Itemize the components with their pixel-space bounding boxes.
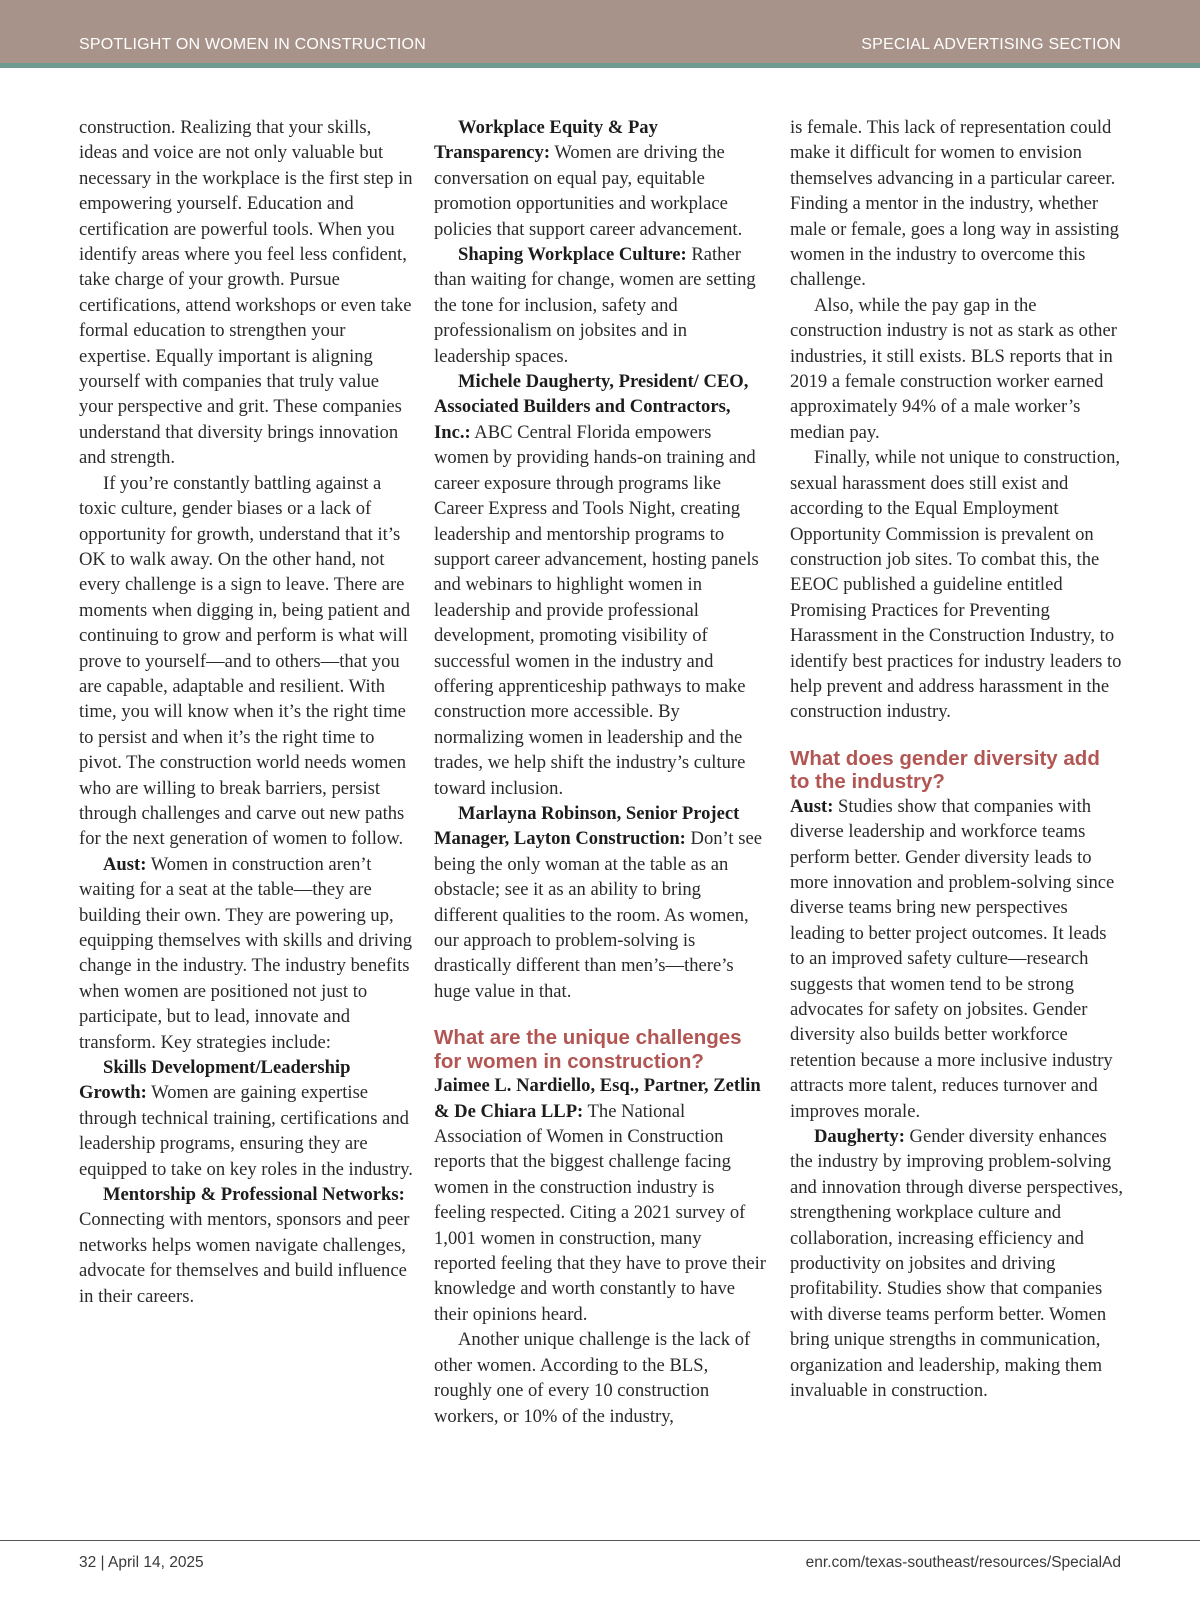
paragraph-text: The National Association of Women in Construction reports that the biggest challenge facing women in the construction industry is feeling respected. Citing a 2021 survey of 1,001 women in construction, many reported feeling that they have to prove their knowledge and worth constantly to have their opinions heard. (434, 1100, 766, 1325)
speaker-label: Michele Daugherty, President/ CEO, Associated Builders and Contractors, Inc.: (434, 371, 749, 443)
paragraph-text: Rather than waiting for change, women are setting the tone for inclusion, safety and professionalism on jobsites and in leadership spaces. (434, 244, 756, 367)
paragraph: Also, while the pay gap in the construction industry is not as stark as other industries, it still exists. BLS reports that in 2019 a female construction worker earned approximately 94% of a male worker’s median pay. (790, 294, 1117, 443)
section-title: SPOTLIGHT ON WOMEN IN CONSTRUCTION (79, 36, 426, 53)
paragraph: If you’re constantly battling against a toxic culture, gender biases or a lack of opportunity for growth, understand that it’s OK to walk away. On the other hand, not every challenge is a sign to leave. There are moments when digging in, being patient and continuing to grow and perform is what will prove to yourself—and to others—that you are capable, adaptable and resilient. With time, you will know when it’s the right time to persist and when it’s the right time to pivot. The construction world needs women who are willing to break barriers, persist through challenges and carve out new paths for the next generation of women to follow. (79, 472, 411, 850)
paragraph (434, 115, 768, 242)
paragraph (434, 801, 768, 1004)
section-heading: What are the unique challenges for women in construction? (434, 1026, 742, 1073)
paragraph-text: Women are driving the conversation on equal pay, equitable promotion opportunities and workplace policies that support career advancement. (434, 142, 743, 240)
paragraph (790, 794, 1124, 1124)
paragraph: Another unique challenge is the lack of other women. According to the BLS, roughly one of every 10 construction workers, or 10% of the industry, (434, 1329, 751, 1427)
paragraph-text: Gender diversity enhances the industry by improving problem-solving and innovation through diverse perspectives, strengthening workplace culture and collaboration, increasing efficiency and productivity on jobsites and driving profitability. Studies show that companies with diverse teams perform better. Women bring unique strengths in communication, organization and leadership, making them invaluable in construction. (790, 1126, 1124, 1402)
column-2 (434, 115, 768, 1429)
paragraph: construction. Realizing that your skills, ideas and voice are not only valuable but necessary in the workplace is the first step in empowering yourself. Education and certification are powerful tools. When you identify areas where you feel less confident, take charge of your growth. Pursue certifications, attend workshops or even take formal education to strengthen your expertise. Equally important is aligning yourself with companies that truly value your perspective and grit. These companies understand that diversity brings innovation and strength. (79, 117, 413, 469)
strategy-label: Mentorship & Professional Networks: (103, 1184, 405, 1206)
section-header-bar (0, 0, 1200, 68)
strategy-label: Workplace Equity & Pay Transparency: (434, 117, 658, 164)
paragraph-text: Studies show that companies with diverse leadership and workforce teams perform better. Gender diversity leads to more innovation and problem-solving since diverse teams bring new perspectives leading to better project outcomes. It leads to an improved safety culture—research suggests that women tend to be strong advocates for safety on jobsites. Gender diversity also builds better workforce retention because a more inclusive industry attracts more talent, reduces turnover and improves morale. (790, 795, 1115, 1122)
speaker-label: Marlayna Robinson, Senior Project Manager, Layton Construction: (434, 802, 740, 850)
page-number-date: 32 | April 14, 2025 (79, 1554, 204, 1571)
paragraph (79, 1182, 413, 1309)
speaker-label: Aust: (103, 853, 147, 875)
paragraph: is female. This lack of representation could make it difficult for women to envision themselves advancing in a particular career. Finding a mentor in the industry, whether male or female, goes a long way in assisting women in the industry to overcome this challenge. (790, 117, 1119, 291)
strategy-label: Shaping Workplace Culture: (458, 244, 687, 266)
paragraph-text: Connecting with mentors, sponsors and peer networks helps women navigate challenges, advocate for themselves and build influence in their careers. (79, 1209, 410, 1307)
paragraph (434, 1073, 768, 1327)
paragraph-text: Women are gaining expertise through technical training, certifications and leadership programs, ensuring they are equipped to take on key roles in the industry. (79, 1082, 413, 1180)
paragraph: Finally, while not unique to construction, sexual harassment does still exist and according to the Equal Employment Opportunity Commission is prevalent on construction job sites. To combat this, the EEOC published a guideline entitled Promising Practices for Preventing Harassment in the Construction Industry, to identify best practices for industry leaders to help prevent and address harassment in the construction industry. (790, 447, 1122, 723)
column-1 (79, 115, 413, 1309)
paragraph (79, 852, 413, 1055)
paragraph-text: Women in construction aren’t waiting for a seat at the table—they are building their own. They are powering up, equipping themselves with skills and driving change in the industry. The industry benefits when women are positioned not just to participate, but to lead, innovate and transform. Key strategies include: (79, 853, 413, 1053)
section-heading: What does gender diversity add to the industry? (790, 746, 1100, 794)
paragraph-text: ABC Central Florida empowers women by providing hands-on training and career exposure through programs like Career Express and Tools Night, creating leadership and mentorship programs to support career advancement, hosting panels and webinars to highlight women in leadership and provide professional development, promoting visibility of successful women in the industry and offering apprenticeship pathways to make construction more accessible. By normalizing women in leadership and the trades, we help shift the industry’s culture toward inclusion. (434, 421, 759, 799)
advertising-label: SPECIAL ADVERTISING SECTION (861, 36, 1121, 53)
column-3 (790, 115, 1124, 1404)
speaker-label: Jaimee L. Nardiello, Esq., Partner, Zetlin & De Chiara LLP: (434, 1075, 761, 1122)
speaker-label: Daugherty: (814, 1126, 905, 1148)
paragraph (434, 242, 768, 369)
paragraph-text: Don’t see being the only woman at the table as an obstacle; see it as an ability to bring different qualities to the room. As women, our approach to problem-solving is drastically different than men’s—there’s huge value in that. (434, 828, 762, 1002)
paragraph (790, 1124, 1124, 1403)
paragraph (79, 1055, 413, 1182)
footer-divider (0, 1540, 1200, 1541)
paragraph (434, 369, 768, 801)
speaker-label: Aust: (790, 795, 834, 817)
strategy-label: Skills Development/Leadership Growth: (79, 1057, 351, 1104)
footer-url: enr.com/texas-southeast/resources/SpecialAd (805, 1554, 1121, 1571)
